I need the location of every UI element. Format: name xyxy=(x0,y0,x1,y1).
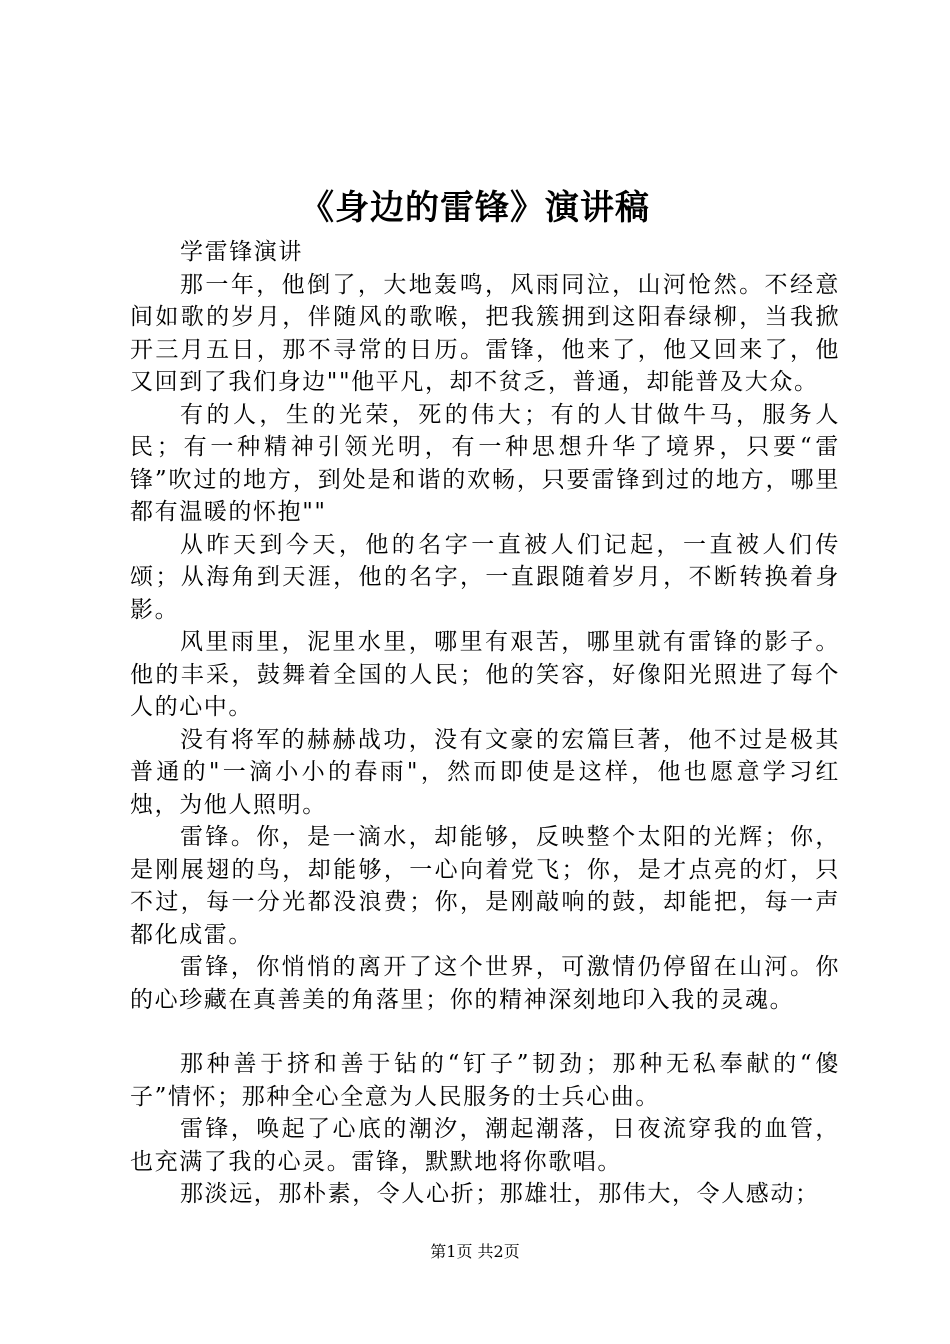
document-body xyxy=(130,236,840,1211)
paragraph: 雷锋，你悄悄的离开了这个世界，可激情仍停留在山河。你的心珍藏在真善美的角落里；你的精神深刻地印入我的灵魂。 xyxy=(130,954,840,1013)
page-footer: 第1页 共2页 xyxy=(430,1242,520,1261)
paragraph: 那淡远，那朴素，令人心折；那雄壮，那伟大，令人感动； xyxy=(180,1181,820,1207)
paragraph: 有的人，生的光荣，死的伟大；有的人甘做牛马，服务人民；有一种精神引领光明，有一种思想升华了境界，只要“雷锋”吹过的地方，到处是和谐的欢畅，只要雷锋到过的地方，哪里都有温暖的怀抱"" xyxy=(130,401,840,525)
subtitle: 学雷锋演讲 xyxy=(180,239,303,265)
paragraph: 从昨天到今天，他的名字一直被人们记起，一直被人们传颂；从海角到天涯，他的名字，一直跟随着岁月，不断转换着身影。 xyxy=(130,531,840,623)
paragraph: 雷锋。你，是一滴水，却能够，反映整个太阳的光辉；你，是刚展翅的鸟，却能够，一心向着党飞；你，是才点亮的灯，只不过，每一分光都没浪费；你，是刚敲响的鼓，却能把，每一声都化成雷。 xyxy=(130,824,840,948)
paragraph: 雷锋，唤起了心底的潮汐，潮起潮落，日夜流穿我的血管，也充满了我的心灵。雷锋，默默地将你歌唱。 xyxy=(130,1116,840,1175)
document-title: 《身边的雷锋》演讲稿 xyxy=(300,188,650,228)
paragraph: 风里雨里，泥里水里，哪里有艰苦，哪里就有雷锋的影子。他的丰采，鼓舞着全国的人民；他的笑容，好像阳光照进了每个人的心中。 xyxy=(130,629,840,720)
paragraph: 那一年，他倒了，大地轰鸣，风雨同泣，山河怆然。不经意间如歌的岁月，伴随风的歌喉，把我簇拥到这阳春绿柳，当我掀开三月五日，那不寻常的日历。雷锋，他来了，他又回来了，他又回到了我们身边""他平凡，却不贫乏，普通，却能普及大众。 xyxy=(130,271,840,395)
paragraph: 没有将军的赫赫战功，没有文豪的宏篇巨著，他不过是极其普通的"一滴小小的春雨"，然而即使是这样，他也愿意学习红烛，为他人照明。 xyxy=(130,726,840,818)
paragraph: 那种善于挤和善于钻的“钉子”韧劲；那种无私奉献的“傻子”情怀；那种全心全意为人民服务的士兵心曲。 xyxy=(130,1051,840,1110)
